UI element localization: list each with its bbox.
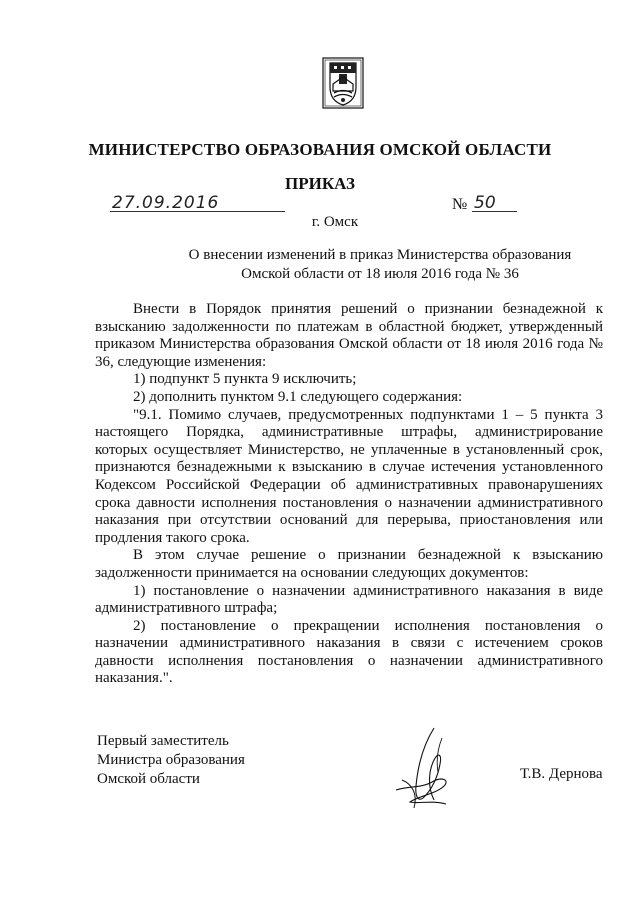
coat-of-arms-icon: [322, 57, 364, 109]
document-type: ПРИКАЗ: [285, 174, 355, 193]
position-line: Омской области: [97, 771, 200, 787]
order-body: [95, 301, 603, 688]
city: г. Омск: [311, 214, 359, 230]
signer-name: Т.В. Дернова: [520, 766, 603, 782]
position-line: Первый заместитель: [97, 733, 229, 749]
body-paragraph: В этом случае решение о признании безнадежной к взысканию задолженности принимается на основании следующих документов:: [95, 547, 603, 581]
body-list-item: 1) подпункт 5 пункта 9 исключить;: [133, 371, 357, 388]
order-subject: [170, 246, 590, 284]
signatory-position: [97, 732, 245, 789]
body-paragraph: "9.1. Помимо случаев, предусмотренных подпунктами 1 – 5 пункта 3 настоящего Порядка, административные штрафы, администрирование которых осуществляет Министерство, не уплаченные в установленный срок, признаются безнадежными к взысканию в случае истечения установленного Кодексом Российской Федерации об административных правонарушениях срока давности исполнения постановления о назначении административного наказания при отсутствии оснований для перерыва, приостановления или продления такого срока.: [95, 406, 603, 546]
handwritten-date: 27.09.2016: [112, 193, 220, 213]
body-paragraph: Внести в Порядок принятия решений о признании безнадежной к взысканию задолженности по платежам в областной бюджет, утвержденный приказом Министерства образования Омской области от 18 июля 2016 года № 36, следующие изменения:: [95, 301, 603, 370]
handwritten-signature-icon: [388, 724, 468, 814]
body-list-item: 1) постановление о назначении административного наказания в виде административного штрафа;: [95, 582, 603, 617]
number-underline: [472, 211, 517, 212]
handwritten-number: 50: [474, 193, 496, 213]
number-label: №: [452, 196, 468, 213]
subject-line: О внесении изменений в приказ Министерства образования: [188, 247, 572, 263]
body-list-item: 2) постановление о прекращении исполнения постановления о назначении административного наказания в связи с истечением сроков давности исполнения постановления о назначении административного наказания.".: [95, 617, 603, 687]
subject-line: Омской области от 18 июля 2016 года № 36: [241, 266, 519, 282]
ministry-title: МИНИСТЕРСТВО ОБРАЗОВАНИЯ ОМСКОЙ ОБЛАСТИ: [88, 140, 552, 159]
date-underline: [110, 211, 285, 212]
position-line: Министра образования: [97, 752, 245, 768]
body-list-item: 2) дополнить пунктом 9.1 следующего содержания:: [133, 388, 463, 405]
